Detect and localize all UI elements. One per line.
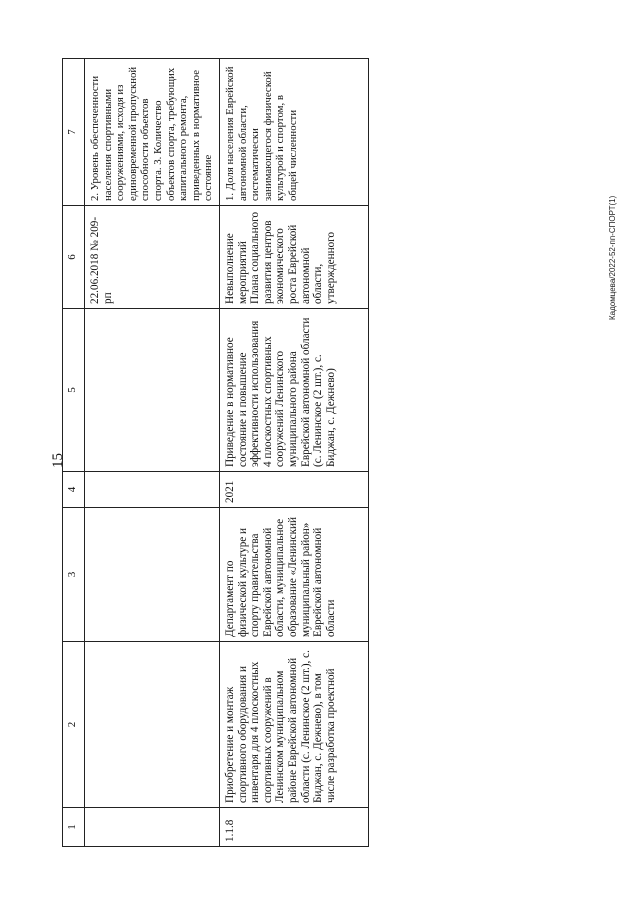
- header-row: [63, 59, 85, 847]
- cell-content: Приведение в нормативное состояние и повышение эффективности использования 4 плоскостных спортивных сооружений Ленинского муниципального района Еврейской автономной области (с. Ленинское (2 шт.), с. Биджан, с. Дежнево): [219, 309, 368, 472]
- header-cell: 1: [63, 808, 85, 847]
- cell-executor: Департамент по физической культуре и спорту правительства Еврейской автономной области, муниципальное образование «Ленинский муниципальный район» Еврейской автономной области: [219, 508, 368, 642]
- header-cell: 6: [63, 206, 85, 309]
- cell-num: 1.1.8: [219, 808, 368, 847]
- header-cell: 3: [63, 508, 85, 642]
- cell-event: Приобретение и монтаж спортивного оборудования и инвентаря для 4 плоскостных спортивных сооружений в Ленинском муниципальном районе Еврейской автономной области (с. Ленинское (2 шт.), с. Биджан, с. Дежнево), в том числе разработка проектной: [219, 642, 368, 808]
- cell-year: [85, 472, 220, 508]
- cell-content: [85, 309, 220, 472]
- cell-indicator: 1. Доля населения Еврейской автономной области, систематически занимающегося физической культурой и спортом, в общей численности: [219, 59, 368, 206]
- table-row: [219, 59, 368, 847]
- cell-executor: [85, 508, 220, 642]
- program-table: [62, 58, 369, 847]
- header-cell: 5: [63, 309, 85, 472]
- cell-indicator: 2. Уровень обеспеченности населения спортивными сооружениями, исходя из единовременной пропускной способности объектов спорта. 3. Количество объектов спорта, требующих капитального ремонта, приведенных в нормативное состояние: [85, 59, 220, 206]
- cell-consequence: Невыполнение мероприятий Плана социального развития центров экономического роста Еврейской автономной области, утвержденного: [219, 206, 368, 309]
- cell-year: 2021: [219, 472, 368, 508]
- header-cell: 4: [63, 472, 85, 508]
- header-cell: 7: [63, 59, 85, 206]
- page-number: 15: [50, 453, 66, 468]
- side-stamp: Кадомцева/2022-52-пп-СПОРТ(1): [608, 195, 617, 320]
- header-cell: 2: [63, 642, 85, 808]
- cell-consequence: 22.06.2018 № 209-рп: [85, 206, 220, 309]
- table-row: [85, 59, 220, 847]
- cell-num: [85, 808, 220, 847]
- cell-event: [85, 642, 220, 808]
